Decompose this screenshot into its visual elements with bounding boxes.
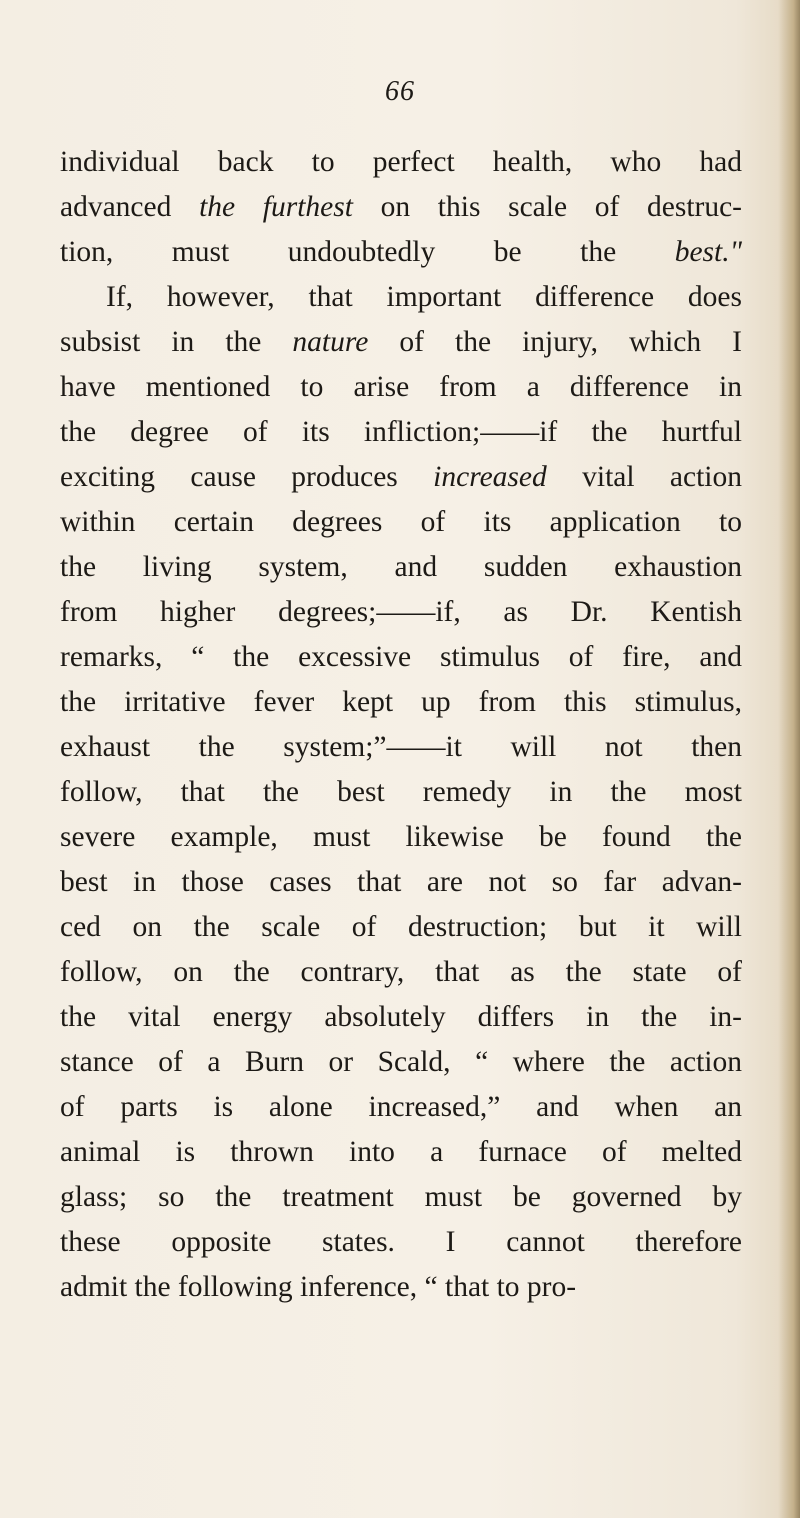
text-run: ced on the scale of destruction; but it will [60, 911, 742, 943]
text-line [60, 1085, 742, 1130]
text-run: tion, must undoubtedly be the [60, 236, 675, 268]
text-line [60, 275, 742, 320]
text-line [60, 455, 742, 500]
page-number: 66 [385, 76, 415, 107]
text-line [60, 185, 742, 230]
text-run: within certain degrees of its application to [60, 506, 742, 538]
italic-text-run: nature [292, 326, 369, 358]
text-line [60, 815, 742, 860]
text-run: these opposite states. I cannot therefore [60, 1226, 742, 1258]
text-run: subsist in the [60, 326, 293, 358]
text-run: exciting cause produces [60, 461, 434, 493]
text-run: the vital energy absolutely differs in the in- [60, 1001, 742, 1033]
text-line [60, 1040, 742, 1085]
text-line [60, 590, 742, 635]
text-line [60, 1265, 742, 1310]
text-line [60, 545, 742, 590]
text-run: from higher degrees;——if, as Dr. Kentish [60, 596, 742, 628]
page-edge-stain [778, 0, 800, 1518]
text-line [60, 995, 742, 1040]
text-line [60, 410, 742, 455]
text-line [60, 365, 742, 410]
text-run: glass; so the treatment must be governed by [60, 1181, 742, 1213]
text-run: advanced [60, 191, 200, 223]
text-run: of parts is alone increased,” and when an [60, 1091, 742, 1123]
text-run: animal is thrown into a furnace of melted [60, 1136, 742, 1168]
text-line [60, 770, 742, 815]
text-line [60, 140, 742, 185]
text-run: admit the following inference, “ that to pro- [60, 1271, 577, 1303]
text-line [60, 725, 742, 770]
text-run: severe example, must likewise be found the [60, 821, 742, 853]
text-run: If, however, that important difference does [106, 281, 742, 313]
text-run: on this scale of destruc- [352, 191, 743, 223]
text-line [60, 1175, 742, 1220]
text-run: the degree of its infliction;——if the hurtful [60, 416, 742, 448]
text-run: of the injury, which I [368, 326, 742, 358]
text-run: stance of a Burn or Scald, “ where the action [60, 1046, 742, 1078]
text-run: have mentioned to arise from a difference in [60, 371, 742, 403]
text-line [60, 230, 742, 275]
text-run: best in those cases that are not so far advan- [60, 866, 742, 898]
italic-text-run: increased [433, 461, 547, 493]
text-run: exhaust the system;”——it will not then [60, 731, 742, 763]
text-line [60, 950, 742, 995]
text-line [60, 500, 742, 545]
text-line [60, 860, 742, 905]
text-line [60, 1220, 742, 1265]
text-run: vital action [546, 461, 743, 493]
italic-text-run: best." [674, 236, 742, 268]
body-text [60, 140, 742, 1310]
text-line [60, 1130, 742, 1175]
text-run: remarks, “ the excessive stimulus of fire, and [60, 641, 742, 673]
text-run: individual back to perfect health, who had [60, 146, 742, 178]
text-line [60, 320, 742, 365]
text-run: the living system, and sudden exhaustion [60, 551, 742, 583]
text-line [60, 635, 742, 680]
text-line [60, 905, 742, 950]
text-run: follow, that the best remedy in the most [60, 776, 742, 808]
italic-text-run: the furthest [199, 191, 353, 223]
text-run: the irritative fever kept up from this stimulus, [60, 686, 742, 718]
text-line [60, 680, 742, 725]
text-run: follow, on the contrary, that as the state of [60, 956, 742, 988]
